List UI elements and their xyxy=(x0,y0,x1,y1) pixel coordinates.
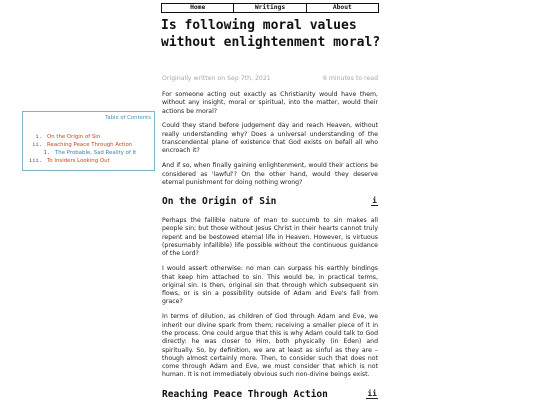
toc-number: i. xyxy=(35,134,42,140)
toc-title: Table of Contents xyxy=(105,115,151,121)
read-time: 6 minutes to read xyxy=(322,75,378,82)
section-paragraph: Perhaps the fallible nature of man to succumb to sin makes all people sin; but those without Jesus Christ in their hearts cannot truly repent and be bestowed eternal life in Heaven. However, is virtuous (presumably infallible) life possible without the continuous guidance of the Lord? xyxy=(162,217,378,258)
section-heading-text: On the Origin of Sin xyxy=(162,196,277,208)
section-number: i xyxy=(372,196,377,206)
toc-link[interactable]: Reaching Peace Through Action xyxy=(47,142,133,148)
article-body xyxy=(162,91,378,410)
section-heading-origin-of-sin xyxy=(162,196,378,207)
section-heading-reaching-peace xyxy=(162,389,378,400)
toc-number: 1. xyxy=(43,150,50,156)
table-of-contents xyxy=(22,111,155,171)
toc-list xyxy=(27,133,154,165)
section-paragraph: In terms of dilution, as children of God through Adam and Eve, we inherit our divine spark from them; receiving a smaller piece of it in the process. One could argue that this is why Adam could talk to God directly: he was closer to Him, both physically (in Eden) and spiritually. So, by definition, we are at least as sinful as they are – though almost certainly more. Then, to consider such that does not come through Adam and Eve, we must consider that which is not human. It is not immediately obvious such non-divine beings exist. xyxy=(162,313,378,379)
written-date: Originally written on Sep 7th, 2021 xyxy=(162,75,271,82)
article-meta xyxy=(162,75,378,82)
toc-link[interactable]: On the Origin of Sin xyxy=(47,134,101,140)
intro-paragraph: Could they stand before judgement day and reach Heaven, without really understanding why? Does a universal understanding of the transcendental plane of existence that God exists on befall all who encroach it? xyxy=(162,122,378,155)
nav-home-link[interactable]: Home xyxy=(162,4,234,12)
toc-item-reaching-peace[interactable] xyxy=(27,141,154,149)
section-number: ii xyxy=(367,388,377,398)
section-heading-text: Reaching Peace Through Action xyxy=(162,388,328,400)
page-title: Is following moral values without enlightenment moral? xyxy=(161,18,381,50)
intro-paragraph: And if so, when finally gaining enlightenment, would their actions be considered as 'lawful'? On the other hand, would they deserve eternal punishment for doing nothing wrong? xyxy=(162,162,378,186)
section-paragraph: I would assert otherwise: no man can surpass his earthly bindings that keep him attached to sin. This would be, in practical terms, original sin. Is then, original sin that through which subsequent sin flows, or is sin a possibility outside of Adam and Eve's fall from grace? xyxy=(162,265,378,306)
intro-paragraph: For someone acting out exactly as Christianity would have them, without any insight, moral or spiritual, into the matter, would their actions be moral? xyxy=(162,91,378,115)
nav-about-link[interactable]: About xyxy=(332,4,352,11)
toc-number: iii. xyxy=(29,158,42,164)
toc-number: ii. xyxy=(32,142,42,148)
toc-item-insiders-looking-out[interactable] xyxy=(27,157,154,165)
toc-item-probable-reality[interactable] xyxy=(27,149,154,157)
top-nav xyxy=(161,3,379,13)
nav-writings-link[interactable]: Writings xyxy=(234,4,306,12)
toc-item-origin-of-sin[interactable] xyxy=(27,133,154,141)
toc-link[interactable]: The Probable, Sad Reality of It xyxy=(55,150,137,156)
toc-link[interactable]: To Insiders Looking Out xyxy=(47,158,110,164)
